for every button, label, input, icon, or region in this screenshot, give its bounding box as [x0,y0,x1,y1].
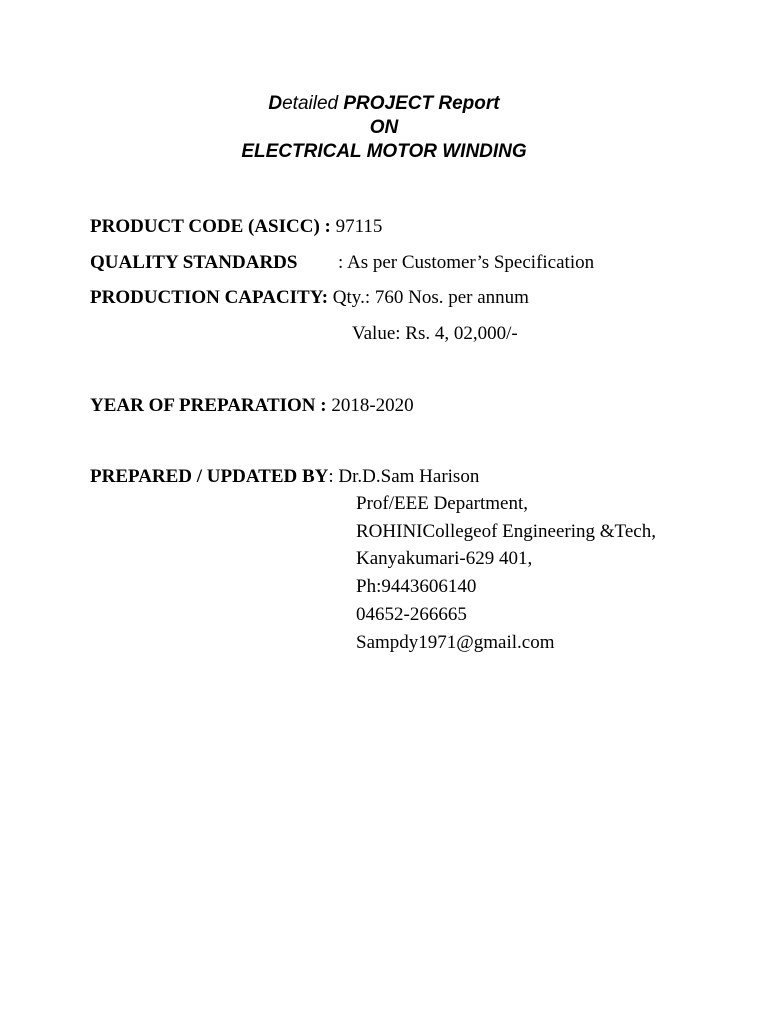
prepared-by-line: Ph:9443606140 [356,576,477,597]
prepared-by-email: Sampdy1971@gmail.com [356,632,555,653]
quality-standards-label: QUALITY STANDARDS [90,252,298,273]
report-title-line-3: ELECTRICAL MOTOR WINDING [241,141,527,162]
prepared-by-name: Dr.D.Sam Harison [338,466,480,487]
production-capacity-qty: Qty.: 760 Nos. per annum [328,287,529,308]
prepared-by-separator: : [328,466,339,487]
prepared-by-row [90,465,479,489]
production-capacity-label: PRODUCTION CAPACITY: [90,287,329,308]
report-title-line-2: ON [369,117,399,138]
product-code-value: 97115 [335,216,383,237]
prepared-by-line: Kanyakumari-629 401, [356,548,533,569]
prepared-by-line: ROHINICollegeof Engineering &Tech, [356,521,656,542]
production-capacity-row [90,286,529,310]
title-detailed: etailed [282,93,339,114]
prepared-by-label: PREPARED / UPDATED BY [90,466,329,487]
title-initial: D [268,93,283,114]
prepared-by-line: Prof/EEE Department, [356,493,529,514]
year-of-preparation-row [90,394,414,418]
product-code-row [90,215,382,239]
year-value: 2018-2020 [331,395,414,416]
prepared-by-line: 04652-266665 [356,604,467,625]
quality-standards-value: : As per Customer’s Specification [338,252,595,273]
product-code-label: PRODUCT CODE (ASICC) : [90,216,336,237]
production-capacity-value: Value: Rs. 4, 02,000/- [352,323,518,344]
report-title-line-1 [0,92,768,116]
year-label: YEAR OF PREPARATION : [90,395,332,416]
title-project-report: PROJECT Report [338,93,500,114]
